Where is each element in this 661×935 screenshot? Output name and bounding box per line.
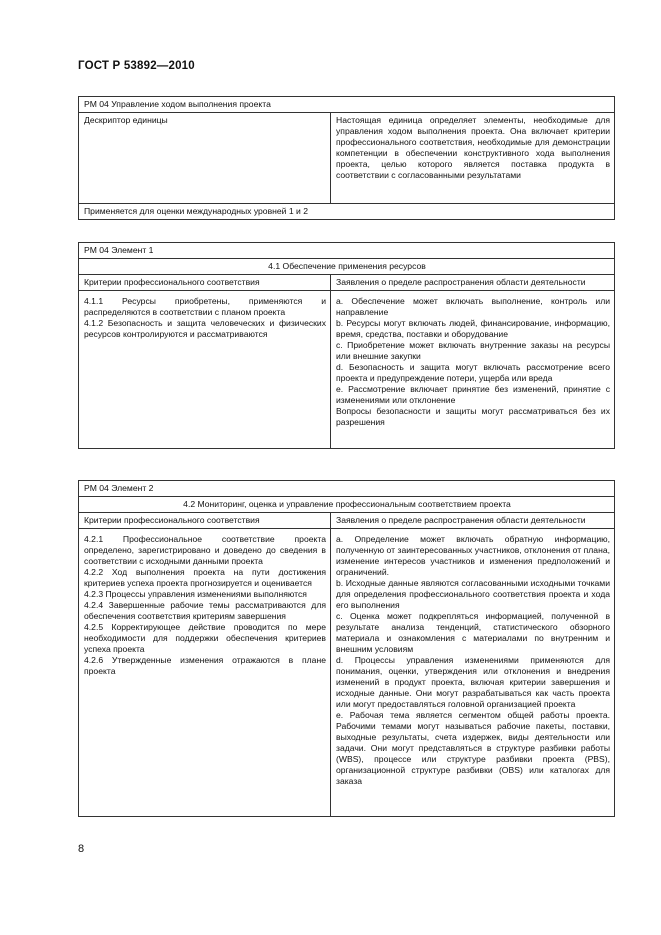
page-number: 8 (78, 843, 85, 855)
statement-4-2-d: d. Процессы управления изменениями применяются для понимания, оценки, утверждения или отклонения и внедрения изменений в продукт проекта, включая критерии завершения и исходные данные. Они могут разрабатываться как часть проекта или могут предоставляться головной организацией проекта (336, 655, 611, 709)
element2-col-criteria-header: Критерии профессионального соответствия (79, 513, 331, 529)
unit-table (78, 96, 615, 220)
element2-title: PM 04 Элемент 2 (79, 481, 615, 497)
element2-col-statements-header: Заявления о пределе распространения области деятельности (331, 513, 615, 529)
descriptor-label: Дескриптор единицы (79, 113, 331, 204)
descriptor-text: Настоящая единица определяет элементы, необходимые для управления ходом выполнения проекта. Она включает критерии профессионального соответствия, необходимые для демонстрации компетенции в обеспечении конструктивного хода выполнения проекта, целью которого является поставка продукта в соответствии с согласованными результатами (331, 113, 615, 204)
criterion-4-2-5: 4.2.5 Корректирующее действие проводится по мере необходимости для поддержки обеспечения критериев успеха проекта (84, 622, 326, 654)
statement-4-1-e: e. Рассмотрение включает принятие без изменений, принятие с изменениями или отклонение (336, 384, 611, 405)
statement-4-1-a: a. Обеспечение может включать выполнение, контроль или направление (336, 296, 611, 317)
applies-note: Применяется для оценки международных уровней 1 и 2 (79, 204, 615, 220)
statement-4-1-d: d. Безопасность и защита могут включать рассмотрение всего проекта и предупреждение потери, ущерба или вреда (336, 362, 611, 383)
unit-title: PM 04 Управление ходом выполнения проекта (79, 97, 615, 113)
element1-title: PM 04 Элемент 1 (79, 243, 615, 259)
element1-subtitle: 4.1 Обеспечение применения ресурсов (79, 259, 615, 275)
element2-statements-cell (331, 529, 615, 817)
element2-criteria-cell (79, 529, 331, 817)
statement-4-2-c: c. Оценка может подкрепляться информацией, полученной в результате анализа тенденций, статистического обзорного материала и ознакомления с материалами по внутренним и внешним условиям (336, 611, 611, 654)
criterion-4-1-2: 4.1.2 Безопасность и защита человеческих и физических ресурсов контролируются и рассматриваются (84, 318, 326, 339)
element1-col-statements-header: Заявления о пределе распространения области деятельности (331, 275, 615, 291)
statement-4-2-b: b. Исходные данные являются согласованными исходными точками для определения профессионального соответствия проекта и хода его выполнения (336, 578, 611, 610)
element2-table (78, 480, 615, 817)
statement-4-2-a: a. Определение может включать обратную информацию, полученную от заинтересованных участников, отклонения от плана, изменение интересов участников и изменения предположений и ограничений. (336, 534, 611, 577)
statement-4-1-b: b. Ресурсы могут включать людей, финансирование, информацию, время, средства, поставки и оборудование (336, 318, 611, 339)
criterion-4-2-1: 4.2.1 Профессиональное соответствие проекта определено, зарегистрировано и доведено до сведения в соответствии с исходными данными проекта (84, 534, 326, 566)
statement-4-1-c: c. Приобретение может включать внутренние заказы на ресурсы или внешние закупки (336, 340, 611, 361)
element1-criteria-cell (79, 291, 331, 449)
document-header: ГОСТ Р 53892—2010 (78, 60, 195, 72)
statement-4-2-e: e. Рабочая тема является сегментом общей работы проекта. Рабочими темами могут называться рабочие пакеты, поставки, выходные результаты, счета издержек, виды деятельности или задачи. Они могут представляться в структуре разбивки работы (WBS), процессе или структуре разбивки проекта (PBS), организационной структуре разбивки (OBS) или каталогах для заказа (336, 710, 611, 786)
statement-4-1-note: Вопросы безопасности и защиты могут рассматриваться без их разрешения (336, 406, 611, 427)
criterion-4-2-3: 4.2.3 Процессы управления изменениями выполняются (84, 589, 307, 599)
criterion-4-2-6: 4.2.6 Утвержденные изменения отражаются в плане проекта (84, 655, 326, 676)
element1-table (78, 242, 615, 449)
element2-subtitle: 4.2 Мониторинг, оценка и управление профессиональным соответствием проекта (79, 497, 615, 513)
criterion-4-1-1: 4.1.1 Ресурсы приобретены, применяются и распределяются в соответствии с планом проекта (84, 296, 326, 317)
criterion-4-2-2: 4.2.2 Ход выполнения проекта на пути достижения критериев успеха проекта прогнозируется и оценивается (84, 567, 326, 588)
element1-col-criteria-header: Критерии профессионального соответствия (79, 275, 331, 291)
criterion-4-2-4: 4.2.4 Завершенные рабочие темы рассматриваются для обеспечения соответствия критериям завершения (84, 600, 326, 621)
element1-statements-cell (331, 291, 615, 449)
